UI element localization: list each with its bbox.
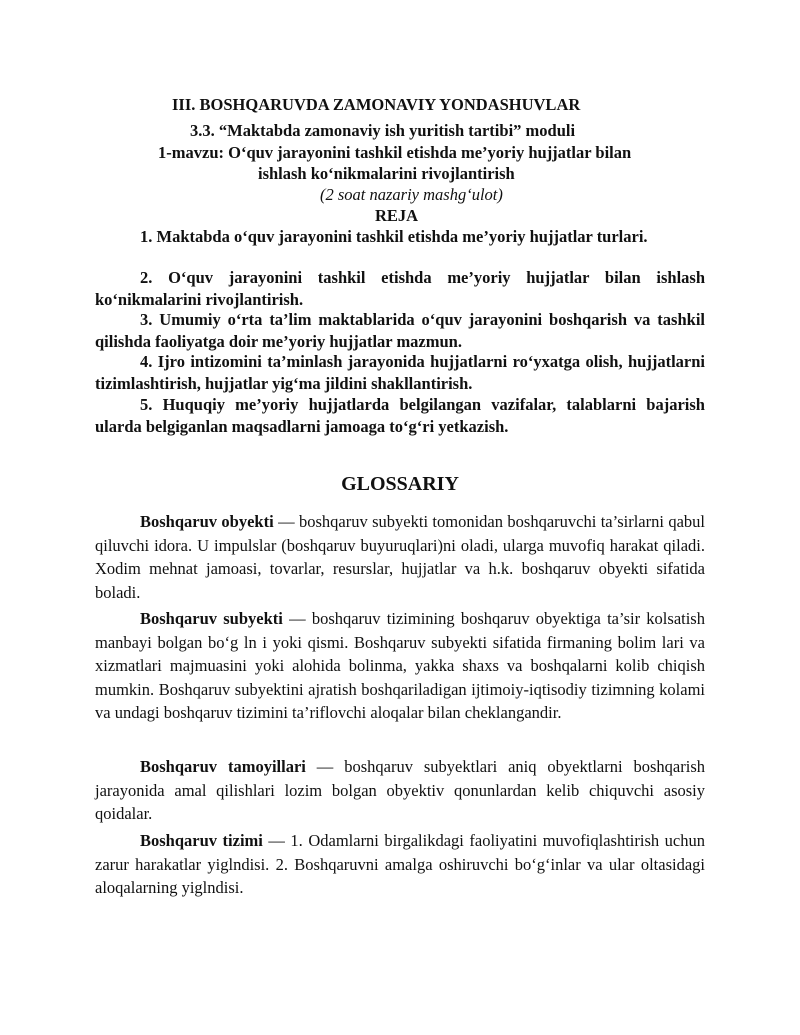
glossary-entry [95,829,705,900]
glossary-term: Boshqaruv tizimi [140,831,263,850]
plan-item: 3. Umumiy o‘rta ta’lim maktablarida o‘quv jarayonini boshqarish va tashkil qilishda faoliyatga doir me’yoriy hujjatlar mazmun. [95,310,705,351]
hours-note: (2 soat nazariy mashg‘ulot) [320,185,503,204]
glossary-definition: — boshqaruv subyekti tomonidan boshqaruvchi ta’sirlarni qabul qiluvchi idora. U impulslar (boshqaruv buyuruqlari)ni oladi, ularga muvofiq harakat qiladi. Xodim mehnat jamoasi, tovarlar, resurslar, hujjatlar va h.k. boshqaruv obyekti sifatida boladi. [95,512,705,602]
topic-title-line-2: ishlash ko‘nikmalarini rivojlantirish [258,164,515,183]
glossary-title: GLOSSARIY [341,473,459,495]
plan-item: 5. Huquqiy me’yoriy hujjatlarda belgilangan vazifalar, talablarni bajarish ularda belgiganlan maqsadlarni jamoaga to‘g‘ri yetkazish. [95,395,705,436]
glossary-term: Boshqaruv obyekti [140,512,274,531]
plan-item: 1. Maktabda o‘quv jarayonini tashkil etishda me’yoriy hujjatlar turlari. [140,227,648,246]
plan-heading: REJA [375,206,419,225]
glossary-definition: — boshqaruv subyektlari aniq obyektlarni boshqarish jarayonida amal qilishlari lozim bolgan obyektiv qonunlardan kelib chiquvchi asosiy qoidalar. [95,757,705,823]
topic-title-line-1: 1-mavzu: O‘quv jarayonini tashkil etishda me’yoriy hujjatlar bilan [158,143,632,162]
plan-item: 2. O‘quv jarayonini tashkil etishda me’yoriy hujjatlar bilan ishlash ko‘nikmalarini rivojlantirish. [95,268,705,309]
glossary-entry [95,510,705,604]
module-title: 3.3. “Maktabda zamonaviy ish yuritish tartibi” moduli [190,121,576,140]
glossary-term: Boshqaruv subyekti [140,609,283,628]
glossary-entry [95,607,705,725]
section-title: III. BOSHQARUVDA ZAMONAVIY YONDASHUVLAR [172,95,581,114]
glossary-entry [95,755,705,826]
plan-item: 4. Ijro intizomini ta’minlash jarayonida hujjatlarni ro‘yxatga olish, hujjatlarni tizimlashtirish, hujjatlar yig‘ma jildini shakllantirish. [95,352,705,393]
glossary-term: Boshqaruv tamoyillari [140,757,306,776]
glossary-definition: — boshqaruv tizimining boshqaruv obyektiga ta’sir kolsatish manbayi bolgan bo‘g ln i yoki qismi. Boshqaruv subyekti sifatida firmaning bolim lari va xizmatlari majmuasini yoki alohida bolinma, yakka shaxs va boshqalarni kolib chiqish mumkin. Boshqaruv subyektini ajratish boshqariladigan ijtimoiy-iqtisodiy tizimning kolami va undagi boshqaruv tizimini ta’riflovchi aloqalar bilan cheklangandir. [95,609,705,722]
glossary-definition: — 1. Odamlarni birgalikdagi faoliyatini muvofiqlashtirish uchun zarur harakatlar yiglndisi. 2. Boshqaruvni amalga oshiruvchi bo‘g‘inlar va ular oltasidagi aloqalarning yiglndisi. [95,831,705,897]
